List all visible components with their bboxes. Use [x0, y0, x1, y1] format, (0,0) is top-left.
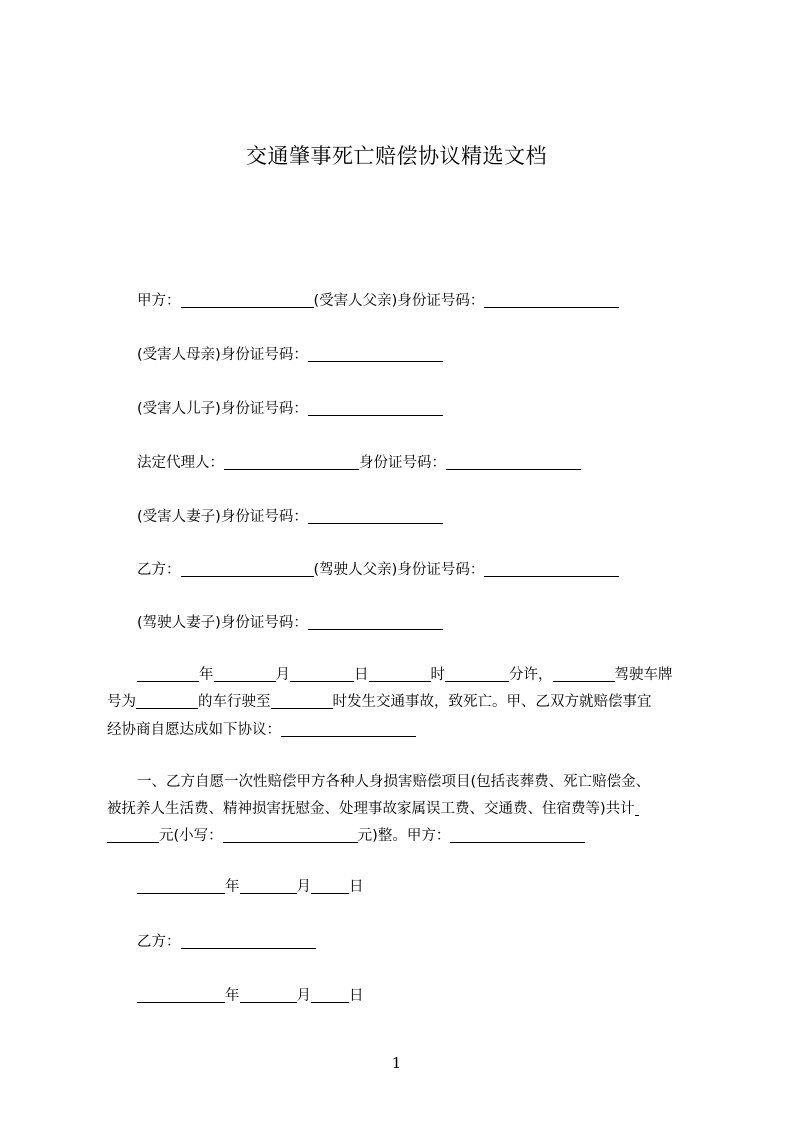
total-blank-start[interactable]	[635, 799, 639, 816]
page-number: 1	[391, 1054, 402, 1072]
sign-day-blank[interactable]	[311, 877, 349, 894]
accident-line-2	[107, 687, 652, 717]
party-a-sign-blank[interactable]	[450, 826, 585, 843]
party-b-sign-label: 乙方：	[137, 934, 181, 950]
yuan-whole-label: 元)整。甲方：	[357, 828, 451, 844]
year-label: 年	[199, 667, 214, 683]
legal-rep-id-label: 身份证号码：	[359, 455, 446, 471]
legal-rep-id-blank[interactable]	[446, 453, 581, 470]
clause-one-line-2	[107, 794, 639, 824]
victim-mother-line	[137, 340, 443, 370]
plate-number-blank[interactable]	[136, 692, 198, 709]
sign-year-label: 年	[225, 879, 240, 895]
driver-name-blank[interactable]	[553, 665, 615, 682]
clause-one-text-1: 一、乙方自愿一次性赔偿甲方各种人身损害赔偿项目(包括丧葬费、死亡赔偿金、	[137, 774, 651, 790]
party-b-line	[137, 555, 619, 585]
location-blank[interactable]	[271, 692, 333, 709]
minute-label: 分许，	[509, 667, 553, 683]
accident-line-1	[137, 660, 673, 690]
party-a-line	[137, 286, 619, 316]
accident-hour-blank[interactable]	[369, 665, 431, 682]
driver-wife-id-label: (驾驶人妻子)身份证号码：	[137, 615, 308, 631]
document-title: 交通肇事死亡赔偿协议精选文档	[246, 144, 547, 168]
party-b-sign-blank[interactable]	[181, 932, 316, 949]
signature-date-2	[137, 981, 364, 1011]
sign-year-blank[interactable]	[137, 877, 225, 894]
sign-year2-blank[interactable]	[137, 986, 225, 1003]
legal-rep-name-blank[interactable]	[224, 453, 359, 470]
driver-father-id-label: (驾驶人父亲)身份证号码：	[313, 562, 485, 578]
accident-month-blank[interactable]	[214, 665, 276, 682]
party-a-name-blank[interactable]	[181, 291, 314, 308]
party-b-sign-line	[137, 927, 316, 957]
driver-wife-id-blank[interactable]	[308, 613, 443, 630]
party-b-label: 乙方：	[137, 562, 181, 578]
accident-minute-blank[interactable]	[445, 665, 509, 682]
sign-month-blank[interactable]	[240, 877, 297, 894]
sign-month2-blank[interactable]	[240, 986, 297, 1003]
accident-day-blank[interactable]	[290, 665, 354, 682]
victim-mother-id-label: (受害人母亲)身份证号码：	[137, 347, 308, 363]
accident-line-3	[107, 715, 416, 745]
sign-month-label: 月	[296, 879, 311, 895]
vehicle-to-label: 的车行驶至	[198, 694, 271, 710]
hour-label: 时	[430, 667, 445, 683]
lower-amount-blank[interactable]	[223, 826, 358, 843]
victim-son-id-blank[interactable]	[308, 399, 443, 416]
plate-number-label: 号为	[107, 694, 136, 710]
victim-wife-id-label: (受害人妻子)身份证号码：	[137, 509, 308, 525]
driver-father-id-blank[interactable]	[484, 560, 619, 577]
victim-wife-id-blank[interactable]	[308, 507, 443, 524]
accident-year-blank[interactable]	[137, 665, 199, 682]
legal-rep-line	[137, 448, 581, 478]
legal-rep-label: 法定代理人：	[137, 455, 224, 471]
sign-month2-label: 月	[296, 988, 311, 1004]
agreement-text: 经协商自愿达成如下协议：	[107, 722, 281, 738]
total-amount-blank[interactable]	[107, 826, 159, 843]
clause-one-line-3	[107, 821, 585, 851]
sign-year2-label: 年	[225, 988, 240, 1004]
day-label: 日	[354, 667, 369, 683]
victim-mother-id-blank[interactable]	[308, 345, 443, 362]
sign-day2-label: 日	[349, 988, 364, 1004]
victim-father-id-label: (受害人父亲)身份证号码：	[313, 293, 485, 309]
signature-date-1	[137, 872, 364, 902]
month-label: 月	[275, 667, 290, 683]
yuan-lower-label: 元(小写：	[159, 828, 223, 844]
clause-one-text-2: 被抚养人生活费、精神损害抚慰金、处理事故家属误工费、交通费、住宿费等)	[107, 801, 606, 817]
victim-wife-line	[137, 502, 443, 532]
sign-day2-blank[interactable]	[311, 986, 349, 1003]
sign-day-label: 日	[349, 879, 364, 895]
victim-son-id-label: (受害人儿子)身份证号码：	[137, 401, 308, 417]
victim-son-line	[137, 394, 443, 424]
party-a-label: 甲方：	[137, 293, 181, 309]
driver-wife-line	[137, 608, 443, 638]
party-b-name-blank[interactable]	[181, 560, 314, 577]
victim-father-id-blank[interactable]	[484, 291, 619, 308]
clause-one-total: 共计	[605, 801, 635, 817]
occurred-text: 时发生交通事故，致死亡。甲、乙双方就赔偿事宜	[332, 694, 652, 710]
clause-one-line-1	[137, 767, 650, 797]
driver-plate-label: 驾驶车牌	[614, 667, 673, 683]
agreement-blank[interactable]	[281, 720, 416, 737]
